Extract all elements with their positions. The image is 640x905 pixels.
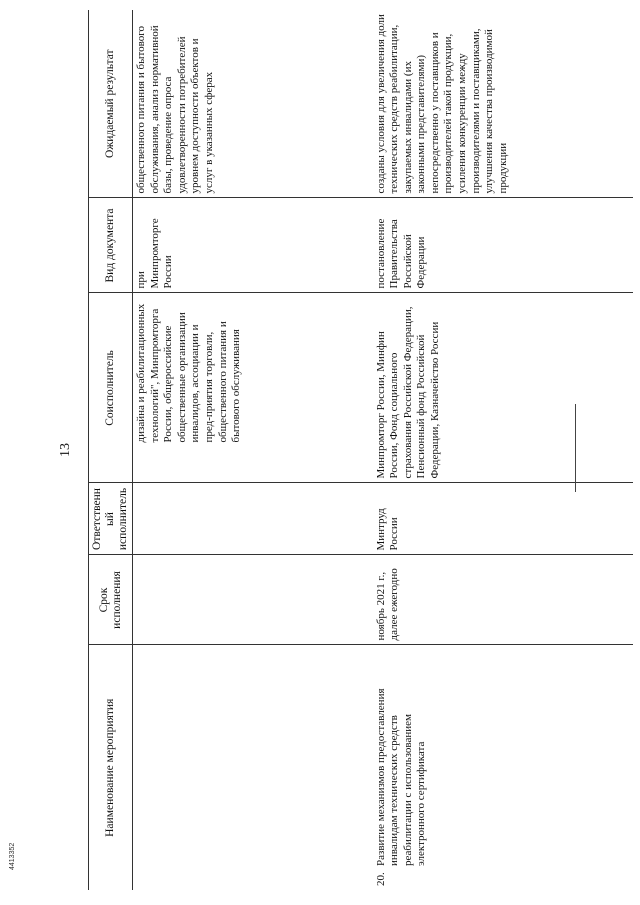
header-coexecutor: Соисполнитель (89, 293, 133, 483)
table-row-continued (133, 10, 373, 890)
row20-result-text: созданы условия для увеличения доли технических средств реабилитации, закупаемых инвалидами (их законными представителями) непосредственно у поставщиков и производителей такой продукции, усиления конкуренции между производителями и поставщиками, улучшения качества производимой продукции (374, 14, 509, 194)
cont-name-cell (133, 645, 373, 890)
measures-table (88, 10, 633, 890)
row20-coexecutor-text: Минпромторг России, Минфин России, Фонд социального страхования Российской Федерации, Пенсионный фонд Российской Федерации, Казначейство России (374, 306, 441, 479)
table-header-row (89, 10, 133, 890)
cont-deadline-cell (133, 555, 373, 645)
row20-doctype-text: постановление Правительства Российской Федерации (374, 218, 428, 289)
row20-name-cell (373, 645, 633, 890)
header-responsible: Ответственный исполнитель (89, 483, 133, 555)
row20-result-cell (373, 10, 633, 198)
header-result: Ожидаемый результат (89, 10, 133, 198)
cont-responsible-cell (133, 483, 373, 555)
row20-deadline-text: ноябрь 2021 г., далее ежегодно (374, 568, 401, 641)
cont-coexecutor-text: дизайна и реабилитационных технологий", Минпромторга России, общероссийские общественные организации инвалидов, ассоциации и пред-приятия торговли, общественного питания и бытового обслуживания (135, 303, 243, 443)
row20-responsible-cell (373, 483, 633, 555)
cont-coexecutor-cell (133, 293, 373, 483)
row20-coexecutor-cell (373, 293, 633, 483)
row20-number: 20. (374, 872, 387, 886)
cont-result-cell (133, 10, 373, 198)
cont-doctype-text: при Минпромторге России (135, 218, 175, 289)
header-doctype: Вид документа (89, 198, 133, 293)
row20-doctype-cell (373, 198, 633, 293)
header-deadline: Срок исполнения (89, 555, 133, 645)
rotated-content (58, 10, 628, 890)
header-name: Наименование мероприятия (89, 645, 133, 890)
document-id: 4413352 (9, 842, 16, 870)
row20-deadline-cell (373, 555, 633, 645)
table-row-20 (373, 10, 633, 890)
cont-result-text: общественного питания и бытового обслуживания, анализ нормативной базы, проведение опроса удовлетворенности потребителей уровнем доступности объектов и услуг в указанных сферах (135, 25, 215, 194)
cont-doctype-cell (133, 198, 373, 293)
page-number: 13 (58, 443, 73, 457)
row20-responsible-text: Минтруд России (374, 508, 401, 551)
row20-name-text: Развитие механизмов предоставления инвалидам технических средств реабилитации с использованием электронного сертификата (374, 688, 428, 866)
separator-line (575, 404, 576, 492)
